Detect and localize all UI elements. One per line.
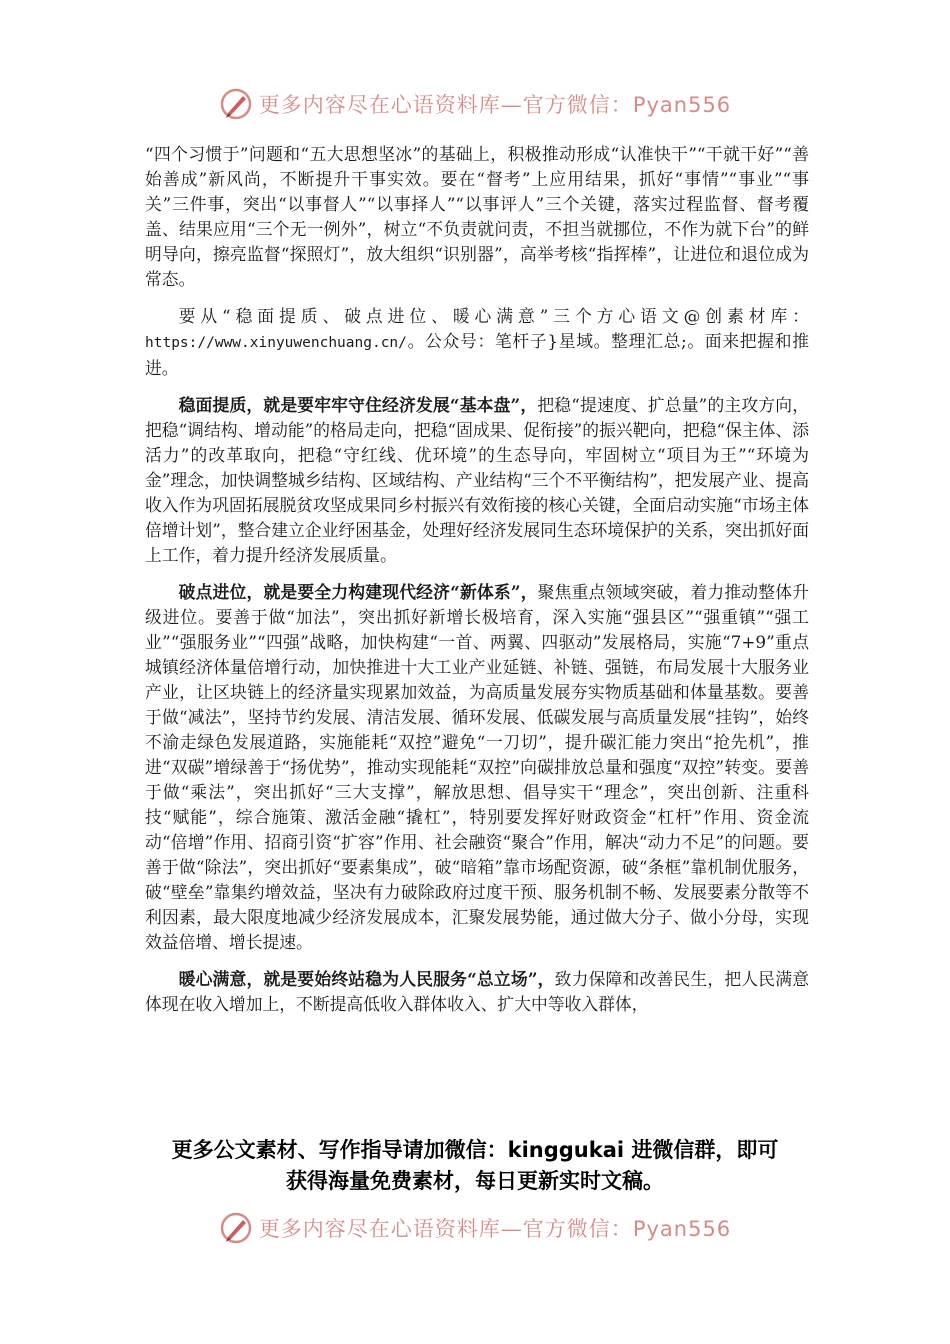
watermark-text: 更多内容尽在心语资料库—官方微信：Pyan556 [258,93,732,117]
promo-line-1: 更多公文素材、写作指导请加微信：kinggukai 进微信群，即可 [171,1138,779,1162]
watermark-bottom [0,1208,950,1248]
paragraph-4-lead: 破点进位，就是要全力构建现代经济“新体系”， [178,582,538,602]
document-body [145,142,809,1029]
promo-line-2: 获得海量免费素材，每日更新实时文稿。 [286,1169,664,1193]
paragraph-2: 要从“稳面提质、破点进位、暖心满意”三个方心语文@创素材库：https://www.xinyuwenchuang.cn/。公众号：笔杆子}星域。整理汇总;。面来把握和推进。 [145,306,809,378]
paragraph-3-lead: 稳面提质，就是要牢牢守住经济发展“基本盘”， [178,395,538,415]
website-url: https://www.xinyuwenchuang.cn/ [145,335,407,351]
paragraph-4: 破点进位，就是要全力构建现代经济“新体系”，聚焦重点领域突破，着力推动整体升级进位。要善于做“加法”，突出抓好新增长极培育，深入实施“强县区”“强重镇”“强工业”“强服务业”“四强”战略，加快构建“一首、两翼、四驱动”发展格局，实施“7+9”重点城镇经济体量倍增行动，加快推进十大工业产业延链、补链、强链，布局发展十大服务业产业，让区块链上的经济量实现累加效益，为高质量发展夯实物质基础和体量基数。要善于做“减法”，坚持节约发展、清洁发展、循环发展、低碳发展与高质量发展“挂钩”，始终不渝走绿色发展道路，实施能耗“双控”避免“一刀切”，提升碳汇能力突出“抢先机”，推进“双碳”增绿善于“扬优势”，推动实现能耗“双控”向碳排放总量和强度“双控”转变。要善于做“乘法”，突出抓好“三大支撑”，解放思想、倡导实干“理念”，突出创新、注重科技“赋能”，综合施策、激活金融“撬杠”，特别要发挥好财政资金“杠杆”作用、资金流动“倍增”作用、招商引资“扩容”作用、社会融资“聚合”作用，解决“动力不足”的问题。要善于做“除法”，突出抓好“要素集成”，破“暗箱”靠市场配资源，破“条框”靠机制优服务，破“壁垒”靠集约增效益，坚决有力破除政府过度干预、服务机制不畅、发展要素分散等不利因素，最大限度地减少经济发展成本，汇聚发展势能，通过做大分子、做小分母，实现效益倍增、增长提速。 [145,582,809,952]
watermark-top [0,84,950,124]
pen-logo-icon [219,87,253,121]
watermark-text: 更多内容尽在心语资料库—官方微信：Pyan556 [258,1217,732,1241]
paragraph-1: “四个习惯于”问题和“五大思想坚冰”的基础上，积极推动形成“认准快干”“干就干好”“善始善成”新风尚，不断提升干事实效。要在“督考”上应用结果，抓好“事情”“事业”“事关”三件事，突出“以事督人”“以事择人”“以事评人”三个关键，落实过程监督、督考覆盖、结果应用“三个无一例外”，树立“不负责就问责，不担当就挪位，不作为就下台”的鲜明导向，擦亮监督“探照灯”，放大组织“识别器”，高举考核“指挥棒”，让进位和退位成为常态。 [145,144,809,289]
paragraph-5: 暖心满意，就是要始终站稳为人民服务“总立场”，致力保障和改善民生，把人民满意体现在收入增加上，不断提高低收入群体收入、扩大中等收入群体， [145,969,809,1014]
pen-logo-icon [219,1211,253,1245]
paragraph-3: 稳面提质，就是要牢牢守住经济发展“基本盘”，把稳“提速度、扩总量”的主攻方向，把稳“调结构、增动能”的格局走向，把稳“固成果、促衔接”的振兴靶向，把稳“保主体、添活力”的改革取向，把稳“守红线、优环境”的生态导向，牢固树立“项目为王”“环境为金”理念，加快调整城乡结构、区域结构、产业结构“三个不平衡结构”，把发展产业、提高收入作为巩固拓展脱贫攻坚成果同乡村振兴有效衔接的核心关键，全面启动实施“市场主体倍增计划”，整合建立企业纾困基金，处理好经济发展同生态环境保护的关系，突出抓好面上工作，着力提升经济发展质量。 [145,395,809,565]
paragraph-5-lead: 暖心满意，就是要始终站稳为人民服务“总立场”， [178,969,555,989]
promo-banner [120,1135,830,1197]
